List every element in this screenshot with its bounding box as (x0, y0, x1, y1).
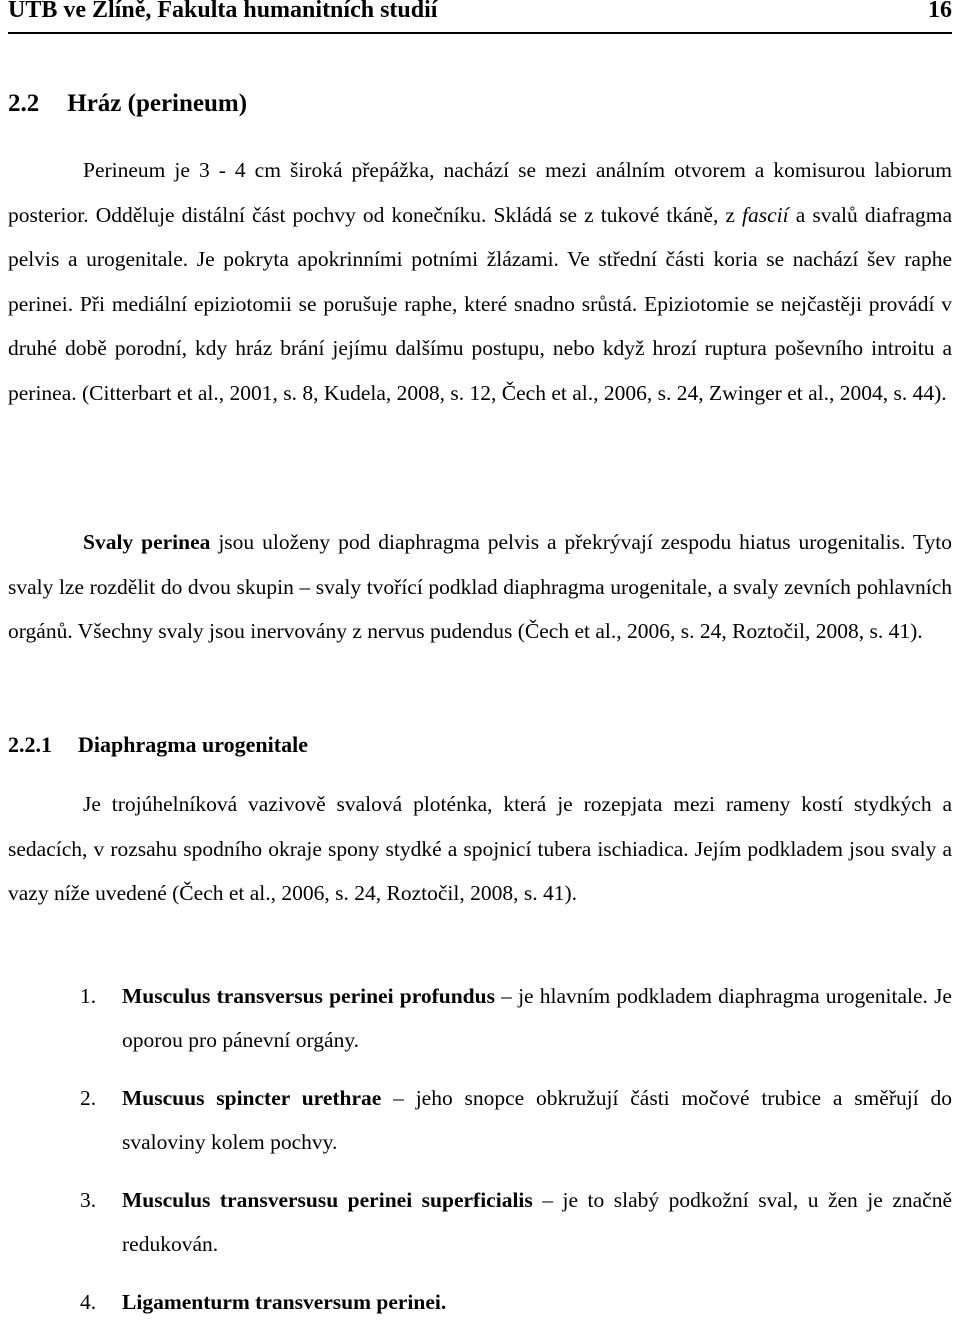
paragraph-text: a svalů diafragma pelvis a urogenitale. Je pokryta apokrinními potními žlázami. Ve střední části koria se nachází šev raphe perinei. Při mediální epiziotomii se porušuje raphe, které snadno srůstá. Epiziotomie se nejčastěji provádí v druhé době porodní, kdy hráz brání jejímu dalšímu postupu, nebo když hrozí ruptura poševního introitu a perinea. (Citterbart et al., 2001, s. 8, Kudela, 2008, s. 12, Čech et al., 2006, s. 24, Zwinger et al., 2004, s. 44). (8, 202, 952, 405)
section-heading (8, 90, 247, 118)
section-number: 2.2 (8, 90, 40, 117)
subsection-title: Diaphragma urogenitale (78, 732, 308, 757)
list-term: Musculus transversus perinei profundus (122, 984, 495, 1008)
list-term: Musculus transversusu perinei superficialis (122, 1188, 533, 1212)
list-number: 3. (80, 1188, 97, 1212)
bold-term: Svaly perinea (83, 530, 211, 554)
paragraph-text: jsou uloženy pod diaphragma pelvis a překrývají zespodu hiatus urogenitalis. Tyto svaly lze rozdělit do dvou skupin – svaly tvořící podklad diaphragma urogenitale, a svaly zevních pohlavních orgánů. Všechny svaly jsou inervovány z nervus pudendus (Čech et al., 2006, s. 24, Roztočil, 2008, s. 41). (8, 530, 952, 644)
list-item (80, 1076, 952, 1164)
subsection-number: 2.2.1 (8, 732, 52, 757)
list-desc: – je hlavním podkladem diaphragma urogenitale. Je oporou pro pánevní orgány. (122, 984, 952, 1052)
paragraph-perineum (8, 148, 952, 416)
paragraph-text: Je trojúhelníková vazivově svalová ploténka, která je rozepjata mezi rameny kostí stydkých a sedacích, v rozsahu spodního okraje spony stydké a spojnicí tubera ischiadica. Jejím podkladem jsou svaly a vazy níže uvedené (Čech et al., 2006, s. 24, Roztočil, 2008, s. 41). (8, 792, 952, 906)
paragraph-text: Perineum je 3 - 4 cm široká přepážka, nachází se mezi análním otvorem a komisurou labiorum posterior. Odděluje distální část pochvy od konečníku. Skládá se z tukové tkáně, z (8, 158, 952, 227)
list-desc: – jeho snopce obkružují části močové trubice a směřují do svaloviny kolem pochvy. (122, 1086, 952, 1154)
page-header (8, 0, 952, 34)
italic-term: fascií (742, 202, 789, 227)
list-desc: – je to slabý podkožní sval, u žen je značně redukován. (122, 1188, 952, 1256)
paragraph-muscles (8, 520, 952, 654)
list-term: Muscuus spincter urethrae (122, 1086, 382, 1110)
header-title: UTB ve Zlíně, Fakulta humanitních studií (8, 0, 438, 23)
paragraph-diaphragma (8, 782, 952, 916)
list-item (80, 1280, 952, 1324)
page-number: 16 (928, 0, 952, 23)
list-item (80, 1178, 952, 1266)
list-term: Ligamenturm transversum perinei. (122, 1290, 447, 1314)
list-number: 1. (80, 984, 97, 1008)
list-number: 4. (80, 1290, 97, 1314)
subsection-heading (8, 732, 308, 758)
list-item (80, 974, 952, 1062)
section-title: Hráz (perineum) (67, 90, 248, 117)
list-number: 2. (80, 1086, 97, 1110)
